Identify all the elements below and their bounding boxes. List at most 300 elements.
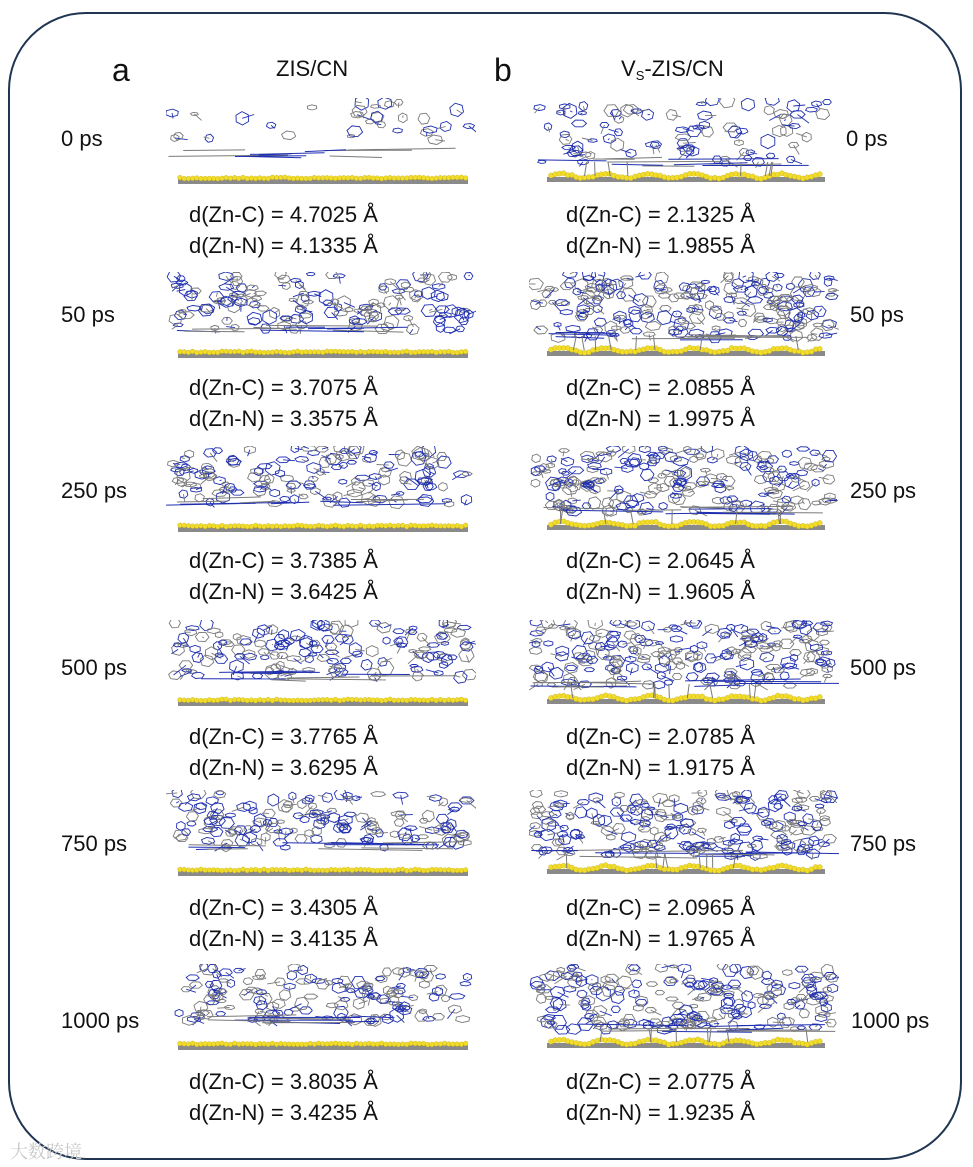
sulfur-atom <box>413 697 418 702</box>
bond-line <box>598 633 603 634</box>
sulfur-atom <box>215 698 220 703</box>
sulfur-atom <box>316 523 321 528</box>
bond-ring <box>610 808 624 816</box>
bond-ring <box>646 982 657 987</box>
carbon-nitride-layer <box>169 620 476 683</box>
panel-b-time-2: 250 ps <box>850 478 917 503</box>
bond-ring <box>375 977 384 981</box>
bond-ring <box>340 658 351 663</box>
bond-ring <box>657 672 665 680</box>
bond-line <box>775 631 776 632</box>
molecular-structure-image <box>529 98 839 190</box>
bond-line <box>770 478 776 481</box>
sulfur-atom <box>354 524 359 529</box>
bond-ring <box>289 792 296 800</box>
bond-line <box>332 312 338 319</box>
bond-line <box>217 1007 229 1008</box>
sulfur-atom <box>274 349 279 354</box>
bond-ring <box>270 489 280 497</box>
bond-ring <box>324 307 339 317</box>
bond-ring <box>731 817 746 826</box>
bond-line <box>408 654 419 664</box>
bond-ring <box>307 463 321 474</box>
bond-ring <box>575 807 587 819</box>
bond-ring <box>349 643 361 656</box>
carbon-nitride-layer <box>534 98 832 168</box>
bond-ring <box>588 139 598 143</box>
bond-ring <box>566 665 577 670</box>
bond-line <box>563 451 564 457</box>
sulfur-atom <box>446 697 451 702</box>
bond-ring <box>231 490 244 495</box>
bond-ring <box>627 620 639 629</box>
bond-ring <box>659 503 668 510</box>
sulfur-atom <box>354 1041 359 1046</box>
sulfur-atom <box>215 176 220 181</box>
bond-line <box>607 161 720 162</box>
sulfur-atom <box>350 524 355 529</box>
bond-ring <box>541 620 555 628</box>
bond-ring <box>672 673 682 679</box>
bond-line <box>469 126 476 134</box>
bond-ring <box>589 635 600 641</box>
md-snapshot-vs-zis-cn-250ps <box>529 446 839 538</box>
sulfur-atom <box>409 523 414 528</box>
bond-ring <box>338 296 351 310</box>
sulfur-atom <box>312 524 317 529</box>
bond-line <box>794 145 800 155</box>
sulfur-atom <box>383 698 388 703</box>
sulfur-atom <box>358 176 363 181</box>
bond-line <box>339 276 340 284</box>
zn-c-distance: d(Zn-C) = 3.7075 Å <box>189 375 378 400</box>
bond-line <box>469 275 470 276</box>
bond-line <box>457 110 463 113</box>
panel-b-distances-3 <box>566 721 755 783</box>
znin2s4-substrate <box>178 175 468 184</box>
bond-line <box>180 672 192 677</box>
zn-n-distance: d(Zn-N) = 3.3575 Å <box>189 406 378 431</box>
bond-ring <box>175 1010 183 1017</box>
molecular-structure-image <box>529 620 839 712</box>
bond-ring <box>742 655 751 658</box>
bond-line <box>608 139 609 140</box>
bond-line <box>777 285 778 288</box>
bond-ring <box>761 134 775 149</box>
bond-line <box>592 813 593 818</box>
bond-line <box>237 676 241 678</box>
bond-ring <box>464 273 473 280</box>
bond-line <box>638 638 640 639</box>
bond-ring <box>396 492 404 496</box>
sulfur-atom <box>257 350 262 355</box>
panel-b-distances-1 <box>566 372 755 434</box>
bond-ring <box>385 101 395 108</box>
molecular-structure-image <box>166 790 476 882</box>
bond-ring <box>656 642 664 645</box>
sulfur-atom <box>459 175 464 180</box>
bond-line <box>271 680 306 681</box>
bond-line <box>338 997 345 1000</box>
sulfur-atom <box>299 523 304 528</box>
bond-ring <box>237 636 251 645</box>
bond-line <box>683 829 685 831</box>
sulfur-atom <box>396 350 401 355</box>
bond-ring <box>530 620 542 626</box>
bond-ring <box>454 671 468 683</box>
carbon-nitride-layer <box>529 620 839 690</box>
sulfur-atom <box>425 350 430 355</box>
panel-a-letter: a <box>112 52 130 88</box>
bond-ring <box>419 981 429 988</box>
bond-line <box>287 677 359 678</box>
bond-ring <box>290 279 301 283</box>
bond-line <box>819 309 821 312</box>
bond-line <box>736 664 747 667</box>
sulfur-atom <box>404 868 409 873</box>
bond-line <box>702 629 712 636</box>
bond-ring <box>728 980 741 988</box>
bond-line <box>630 668 632 675</box>
bond-ring <box>205 981 213 987</box>
bond-ring <box>828 984 838 993</box>
bond-line <box>544 508 605 509</box>
bond-line <box>345 819 348 821</box>
sulfur-atom <box>241 524 246 529</box>
bond-ring <box>398 113 407 123</box>
zn-c-distance: d(Zn-C) = 2.0855 Å <box>566 375 755 400</box>
sulfur-atom <box>304 867 309 872</box>
bond-ring <box>449 994 464 1000</box>
bridging-bond <box>663 854 665 868</box>
bond-ring <box>393 128 403 133</box>
bond-ring <box>418 113 430 124</box>
bond-ring <box>610 631 621 636</box>
bond-ring <box>598 815 612 826</box>
bond-line <box>172 113 173 118</box>
sulfur-atom <box>350 868 355 873</box>
bond-line <box>531 301 543 304</box>
bond-ring <box>815 804 824 808</box>
carbon-nitride-layer <box>530 964 839 1034</box>
carbon-nitride-layer <box>166 446 472 509</box>
bond-ring <box>431 290 444 301</box>
sulfur-atom <box>446 867 451 872</box>
sulfur-atom <box>463 523 468 528</box>
sulfur-atom <box>455 350 460 355</box>
sulfur-atom <box>274 1042 279 1047</box>
bond-ring <box>219 979 229 982</box>
bond-ring <box>438 272 452 282</box>
bond-line <box>719 1014 724 1019</box>
sulfur-atom <box>262 1042 267 1047</box>
bond-ring <box>618 976 633 988</box>
sulfur-atom <box>379 698 384 703</box>
sulfur-atom <box>228 176 233 181</box>
bridging-bond <box>636 336 637 350</box>
bond-line <box>303 447 309 449</box>
bond-line <box>581 113 583 114</box>
panel-a-time-4: 750 ps <box>61 831 128 856</box>
bond-ring <box>551 1015 567 1029</box>
bond-line <box>186 467 194 468</box>
bond-ring <box>361 659 372 670</box>
bond-line <box>295 449 302 450</box>
bond-ring <box>299 1007 312 1014</box>
molecular-structure-image <box>166 272 476 364</box>
bond-line <box>756 683 768 690</box>
bond-ring <box>307 105 316 110</box>
sulfur-atom <box>194 524 199 529</box>
bond-ring <box>280 496 290 501</box>
panel-b-distances-2 <box>566 545 755 607</box>
bond-ring <box>806 107 818 112</box>
bond-line <box>802 969 805 974</box>
bond-ring <box>334 310 348 316</box>
panel-b-letter: b <box>494 52 512 88</box>
md-snapshot-zis-cn-0ps <box>166 98 476 190</box>
panel-a-time-3: 500 ps <box>61 655 128 680</box>
sulfur-atom <box>270 1041 275 1046</box>
bond-line <box>700 853 811 854</box>
sulfur-atom <box>283 524 288 529</box>
bond-ring <box>622 465 634 473</box>
panel-b-distances-0 <box>566 199 755 261</box>
sulfur-atom <box>287 176 292 181</box>
bond-line <box>717 454 718 457</box>
sulfur-atom <box>388 175 393 180</box>
sulfur-atom <box>438 1042 443 1047</box>
panel-a-distances-0 <box>189 199 378 261</box>
sulfur-atom <box>182 867 187 872</box>
bond-line <box>689 509 772 510</box>
sulfur-atom <box>354 697 359 702</box>
bond-ring <box>591 1017 606 1027</box>
bond-line <box>811 334 817 335</box>
bond-ring <box>422 810 434 822</box>
znin2s4-substrate <box>178 349 468 358</box>
bond-line <box>652 145 654 155</box>
bond-line <box>315 491 327 499</box>
znin2s4-substrate <box>178 697 468 706</box>
bond-line <box>560 1005 570 1006</box>
bond-line <box>210 453 217 462</box>
sulfur-atom <box>308 1041 313 1046</box>
sulfur-atom <box>320 524 325 529</box>
bond-ring <box>559 134 572 144</box>
sulfur-atom <box>425 698 430 703</box>
sulfur-atom <box>287 868 292 873</box>
bond-ring <box>784 1002 794 1009</box>
bridging-bond <box>631 510 634 524</box>
zn-c-distance: d(Zn-C) = 2.0775 Å <box>566 1069 755 1094</box>
sulfur-atom <box>817 694 822 699</box>
bond-ring <box>339 479 347 484</box>
bond-line <box>729 842 737 848</box>
bridging-bond <box>582 336 585 350</box>
sulfur-atom <box>199 523 204 528</box>
bond-ring <box>530 631 543 637</box>
molecular-structure-image <box>166 964 476 1056</box>
bond-ring <box>462 669 476 680</box>
md-snapshot-vs-zis-cn-1000ps <box>529 964 839 1056</box>
sulfur-atom <box>245 868 250 873</box>
sulfur-atom <box>249 349 254 354</box>
bond-ring <box>266 122 275 128</box>
sulfur-atom <box>312 175 317 180</box>
bond-line <box>264 652 266 654</box>
bond-line <box>347 148 455 150</box>
bond-line <box>429 309 432 311</box>
sulfur-atom <box>232 349 237 354</box>
sulfur-atom <box>413 523 418 528</box>
bond-ring <box>607 835 616 841</box>
bond-ring <box>799 1009 809 1018</box>
sulfur-atom <box>430 1042 435 1047</box>
bond-ring <box>546 492 554 501</box>
panel-a-time-1: 50 ps <box>61 302 115 327</box>
bond-line <box>741 626 744 629</box>
bond-line <box>612 164 663 165</box>
sulfur-atom <box>325 524 330 529</box>
bond-line <box>781 627 792 628</box>
bond-ring <box>721 998 733 1009</box>
bond-line <box>267 982 280 984</box>
bond-ring <box>712 497 723 504</box>
sulfur-atom <box>278 1041 283 1046</box>
bond-ring <box>824 493 835 500</box>
sulfur-atom <box>257 524 262 529</box>
bond-line <box>566 139 569 140</box>
bond-line <box>329 660 332 662</box>
zn-c-distance: d(Zn-C) = 3.4305 Å <box>189 895 378 920</box>
bond-ring <box>531 812 542 819</box>
bond-ring <box>738 319 746 326</box>
sulfur-atom <box>316 350 321 355</box>
carbon-nitride-layer <box>175 964 472 1026</box>
bond-ring <box>771 668 784 673</box>
zn-n-distance: d(Zn-N) = 3.6425 Å <box>189 579 378 604</box>
molecular-structure-image <box>166 446 476 538</box>
bond-ring <box>428 135 443 145</box>
sulfur-atom <box>308 868 313 873</box>
bond-line <box>654 488 663 489</box>
bond-ring <box>295 835 307 843</box>
bond-line <box>637 811 640 814</box>
bond-line <box>439 654 443 655</box>
sulfur-atom <box>262 524 267 529</box>
sulfur-atom <box>215 524 220 529</box>
sulfur-atom <box>438 697 443 702</box>
sulfur-atom <box>283 867 288 872</box>
bond-ring <box>200 620 214 631</box>
bond-line <box>285 675 291 677</box>
sulfur-atom <box>274 697 279 702</box>
panel-b-time-5: 1000 ps <box>851 1008 930 1033</box>
sulfur-atom <box>434 176 439 181</box>
sulfur-atom <box>451 524 456 529</box>
bond-ring <box>687 308 695 313</box>
sulfur-atom <box>232 175 237 180</box>
bond-ring <box>554 791 567 797</box>
panel-a-time-5: 1000 ps <box>61 1008 140 1033</box>
sulfur-atom <box>383 349 388 354</box>
sulfur-atom <box>817 865 822 870</box>
bond-ring <box>657 310 672 324</box>
bond-ring <box>823 99 832 104</box>
sulfur-atom <box>325 868 330 873</box>
bond-line <box>427 796 436 798</box>
sulfur-atom <box>194 868 199 873</box>
bond-ring <box>383 637 391 644</box>
bond-ring <box>815 1015 827 1022</box>
bond-line <box>533 682 611 683</box>
sulfur-atom <box>379 523 384 528</box>
bond-ring <box>538 160 546 163</box>
bond-ring <box>457 625 471 630</box>
bond-line <box>278 285 286 286</box>
sulfur-atom <box>287 350 292 355</box>
bond-ring <box>304 994 318 999</box>
bond-line <box>299 1019 334 1020</box>
bond-ring <box>268 794 279 806</box>
bond-ring <box>790 462 799 466</box>
sulfur-atom <box>455 697 460 702</box>
bond-line <box>670 666 671 674</box>
md-snapshot-vs-zis-cn-50ps <box>529 272 839 364</box>
zn-c-distance: d(Zn-C) = 2.0965 Å <box>566 895 755 920</box>
bond-ring <box>802 132 811 142</box>
bond-line <box>183 150 245 151</box>
bond-ring <box>371 792 386 797</box>
sulfur-atom <box>266 523 271 528</box>
bond-line <box>716 333 726 335</box>
sulfur-atom <box>337 524 342 529</box>
sulfur-atom <box>442 350 447 355</box>
sulfur-atom <box>379 176 384 181</box>
sulfur-atom <box>392 524 397 529</box>
bond-ring <box>169 620 180 628</box>
sulfur-atom <box>266 1042 271 1047</box>
bond-ring <box>377 623 391 634</box>
sulfur-atom <box>249 1042 254 1047</box>
sulfur-atom <box>220 1041 225 1046</box>
sulfur-atom <box>358 698 363 703</box>
bond-line <box>254 820 260 822</box>
bond-ring <box>790 111 805 118</box>
bond-line <box>793 790 803 794</box>
bond-ring <box>344 812 356 817</box>
bond-ring <box>564 986 576 992</box>
bond-ring <box>640 463 649 470</box>
bond-line <box>435 140 445 141</box>
bond-ring <box>632 980 642 988</box>
bond-ring <box>766 153 775 158</box>
bond-ring <box>441 995 449 1001</box>
sulfur-atom <box>425 524 430 529</box>
bond-ring <box>549 667 563 679</box>
bond-ring <box>190 645 200 652</box>
bond-ring <box>566 815 574 819</box>
bond-ring <box>797 447 810 452</box>
bond-ring <box>810 272 821 280</box>
bond-ring <box>243 978 253 985</box>
sulfur-atom <box>253 1042 258 1047</box>
bond-line <box>204 137 210 138</box>
bond-line <box>668 655 671 658</box>
bond-ring <box>172 790 182 798</box>
bond-ring <box>435 316 445 323</box>
